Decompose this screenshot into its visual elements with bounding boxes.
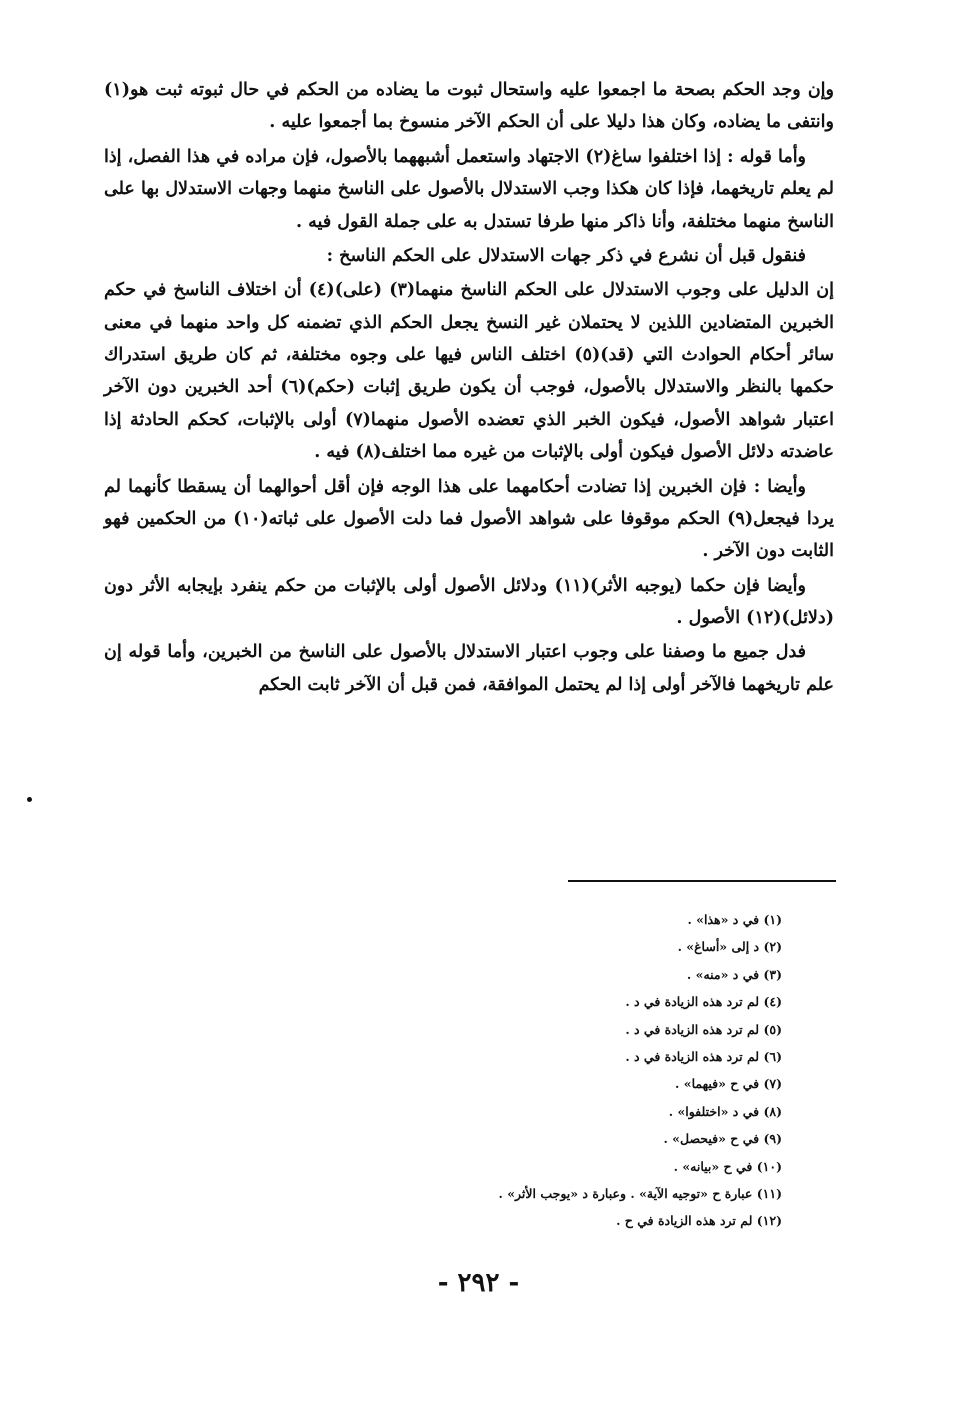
footnote: (١٠) في ح «بيانه» . [673, 1158, 782, 1174]
footnote: (٤) لم ترد هذه الزيادة في د . [625, 994, 782, 1010]
paragraph: وإن وجد الحكم بصحة ما اجمعوا عليه واستحال ثبوت ما يضاده من الحكم في حال ثبوته ثبت هو(١) وانتفى ما يضاده، وكان هذا دليلا على أن الحكم الآخر منسوخ بما أجمعوا عليه . [104, 80, 834, 133]
footnote: (٧) في ح «فيهما» . [675, 1076, 782, 1092]
footnote: (١٢) لم ترد هذه الزيادة في ح . [616, 1213, 782, 1229]
footnote: (٥) لم ترد هذه الزيادة في د . [625, 1021, 782, 1037]
footnote: (٩) في ح «فيحصل» . [663, 1131, 782, 1147]
footnote: (١١) عبارة ح «توجيه الآية» . وعبارة د «يوجب الأثر» . [498, 1186, 782, 1202]
footnote-divider [568, 880, 836, 882]
main-text [104, 74, 834, 703]
footnote: (٣) في د «منه» . [686, 966, 782, 982]
footnote: (٢) د إلى «أساغ» . [677, 939, 782, 955]
paragraph: وأما قوله : إذا اختلفوا ساغ(٢) الاجتهاد واستعمل أشبههما بالأصول، فإن مراده في هذا الفصل، إذا لم يعلم تاريخهما، فإذا كان هكذا وجب الاستدلال بالأصول على الناسخ منهما وجهات الاستدلال بها على الناسخ منهما مختلفة، وأنا ذاكر منها طرفا تستدل به على جملة القول فيه . [104, 146, 834, 232]
paragraph: وأيضا : فإن الخبرين إذا تضادت أحكامهما على هذا الوجه فإن أقل أحوالهما أن يسقطا كأنهما لم يردا فيجعل(٩) الحكم موقوفا على شواهد الأصول فما دلت الأصول على ثباته(١٠) من الحكمين فهو الثابت دون الآخر . [104, 476, 835, 562]
paragraph: إن الدليل على وجوب الاستدلال على الحكم الناسخ منهما(٣) (على)(٤) أن اختلاف الناسخ في حكم الخبرين المتضادين اللذين لا يحتملان غير النسخ يجعل الحكم الذي تضمنه كل واحد منهما في معنى سائر أحكام الحوادث التي (قد)(٥) اختلف الناس فيها على وجوه مختلفة، ثم كان طريق استدراك حكمها بالنظر والاستدلال بالأصول، فوجب أن يكون طريق إثبات (حكم)(٦) أحد الخبرين دون الآخر اعتبار شواهد الأصول، فيكون الخبر الذي تعضده الأصول منهما(٧) أولى بالإثبات، كحكم الحادثة إذا عاضدته دلائل الأصول فيكون أولى بالإثبات من غيره مما اختلف(٨) فيه . [104, 280, 835, 463]
scan-speck [27, 797, 32, 802]
paragraph: فدل جميع ما وصفنا على وجوب اعتبار الاستدلال بالأصول على الناسخ من الخبرين، وأما قوله إن علم تاريخهما فالآخر أولى إذا لم يحتمل الموافقة، فمن قبل أن الآخر ثابت الحكم [104, 642, 834, 695]
footnotes [430, 906, 782, 1235]
paragraph: وأيضا فإن حكما (يوجبه الأثر)(١١) ودلائل الأصول أولى بالإثبات من حكم ينفرد بإيجابه الأثر دون (دلائل)(١٢) الأصول . [104, 575, 834, 628]
page-number: - ٢٩٢ - [437, 1268, 520, 1298]
paragraph: فنقول قبل أن نشرع في ذكر جهات الاستدلال على الحكم الناسخ : [326, 245, 806, 266]
footnote: (٦) لم ترد هذه الزيادة في د . [625, 1049, 782, 1065]
footnote: (٨) في د «اختلفوا» . [668, 1103, 782, 1119]
footnote: (١) في د «هذا» . [687, 912, 782, 927]
